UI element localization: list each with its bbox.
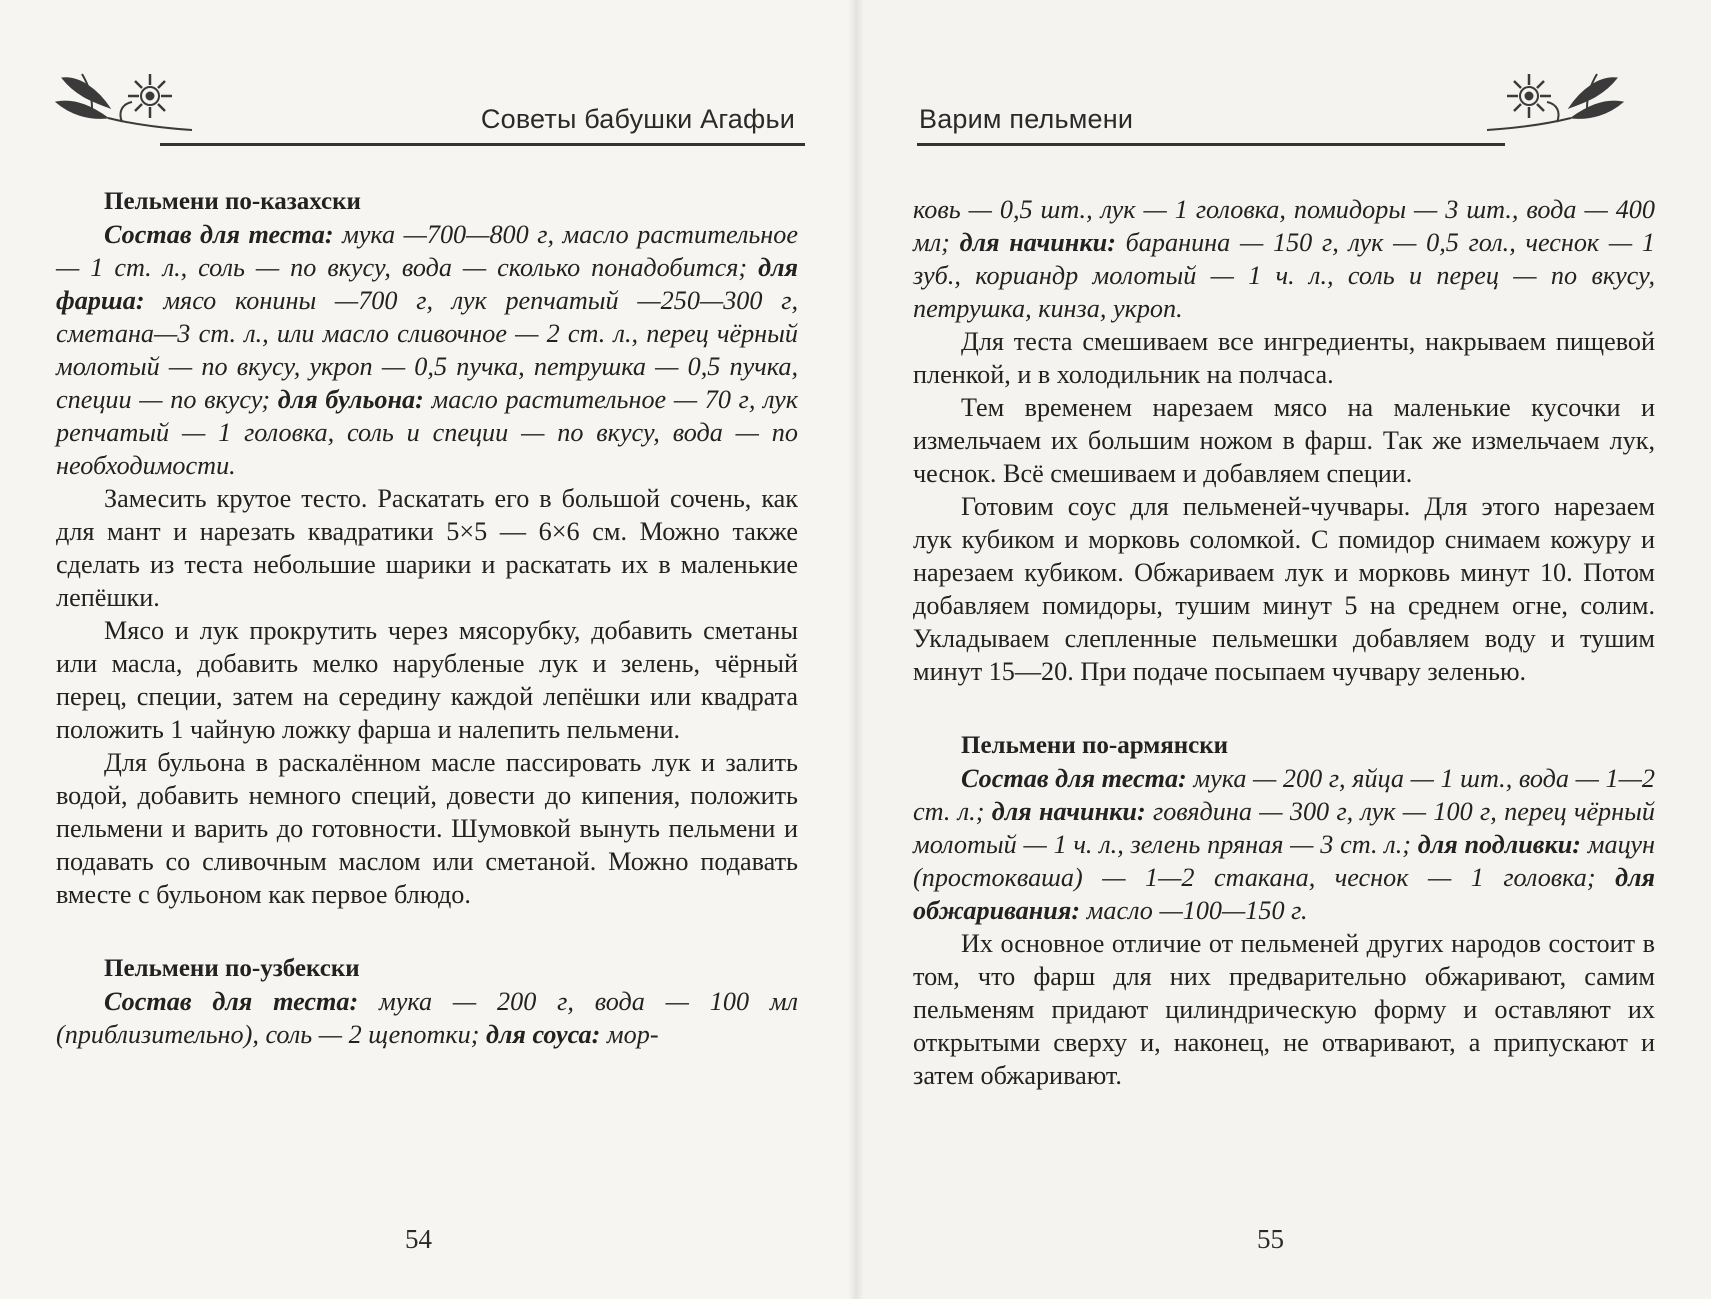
- right-page-body: [913, 193, 1655, 1092]
- body-paragraph: Для бульона в раскалённом масле пассировать лук и залить водой, добавить немного специй, довести до кипения, положить пельмени и варить до готовности. Шумовкой вынуть пельмени и подавать со сливочным маслом или сметаной. Можно подавать вместе с бульоном как первое блюдо.: [56, 748, 798, 909]
- body-paragraph: Замесить крутое тесто. Раскатать его в большой сочень, как для мант и нарезать квадратики 5×5 — 6×6 см. Можно также сделать из теста небольшие шарики и раскатать их в маленькие лепёшки.: [56, 484, 798, 612]
- ingredient-label: для фарша:: [56, 253, 798, 315]
- recipe-title: Пельмени по-узбекски: [104, 955, 360, 982]
- ingredient-text: ковь — 0,5 шт., лук — 1 головка, помидоры — 3 шт., вода — 400 мл;: [913, 195, 1655, 257]
- body-paragraph: Готовим соус для пельменей-чучвары. Для этого нарезаем лук кубиком и морковь соломкой. С помидор снимаем кожуру и нарезаем кубиком. Обжариваем лук и морковь минут 10. Потом добавляем помидоры, тушим минут 5 на среднем огне, солим. Укладываем слепленные пельмешки добавляем воду и тушим минут 15—20. При подаче посыпаем чучвару зеленью.: [913, 492, 1655, 686]
- header-rule: [917, 143, 1505, 146]
- body-paragraph: Мясо и лук прокрутить через мясорубку, добавить сметаны или масла, добавить мелко нарубленые лук и зелень, чёрный перец, специи, затем на середину каждой лепёшки или квадрата положить 1 чайную ложку фарша и налепить пельмени.: [56, 616, 798, 744]
- ingredient-text: масло растительное — 70 г, лук репчатый — 1 головка, соль и специи — по вкусу, вода — по необходимости.: [56, 385, 799, 480]
- ingredients-paragraph: [56, 218, 798, 482]
- ingredient-label: для начинки:: [991, 797, 1146, 826]
- ingredient-label: для подливки:: [1417, 830, 1582, 859]
- right-page: [855, 0, 1711, 1299]
- left-page: [0, 0, 855, 1299]
- ingredients-paragraph: [56, 985, 798, 1051]
- ingredient-text: мука —700—800 г, масло растительное — 1 ст. л., соль — по вкусу, вода — сколько понадобится;: [56, 220, 798, 282]
- header-rule: [160, 143, 805, 146]
- ingredient-text: мацун (простокваша) — 1—2 стакана, чеснок — 1 головка;: [913, 830, 1655, 892]
- ingredient-text: масло —100—150 г.: [1080, 896, 1308, 925]
- ingredients-paragraph: [913, 762, 1655, 927]
- page-number: 55: [1257, 1224, 1284, 1254]
- book-gutter: [848, 0, 864, 1299]
- ingredient-label: Состав для теста:: [961, 764, 1187, 793]
- ingredient-label: для обжаривания:: [913, 863, 1655, 925]
- ingredient-text: говядина — 300 г, лук — 100 г, перец чёрный молотый — 1 ч. л., зелень пряная — 3 ст. л.;: [913, 797, 1655, 859]
- body-paragraph: Для теста смешиваем все ингредиенты, накрываем пищевой пленкой, и в холодильник на полчаса.: [913, 327, 1655, 389]
- ingredient-label: Состав для теста:: [104, 987, 359, 1016]
- ingredient-text: мор-: [600, 1020, 659, 1049]
- ingredient-text: мясо конины —700 г, лук репчатый —250—300 г, сметана—3 ст. л., или масло сливочное — 2 ст. л., перец чёрный молотый — по вкусу, укроп — 0,5 пучка, петрушка — 0,5 пучка, специи — по вкусу;: [56, 286, 798, 414]
- running-head: Варим пельмени: [919, 104, 1134, 134]
- ingredient-label: для соуса:: [485, 1020, 601, 1049]
- ingredients-paragraph: [913, 193, 1655, 325]
- floral-ornament-icon: [1487, 68, 1627, 132]
- ingredient-text: баранина — 150 г, лук — 0,5 гол., чеснок — 1 зуб., кориандр молотый — 1 ч. л., соль и перец — по вкусу, петрушка, кинза, укроп.: [913, 228, 1655, 323]
- recipe-title: Пельмени по-армянски: [961, 732, 1229, 759]
- ingredient-label: для бульона:: [277, 385, 424, 414]
- ingredient-label: для начинки:: [959, 228, 1116, 257]
- ingredient-text: мука — 200 г, вода — 100 мл (приблизительно), соль — 2 щепотки;: [56, 987, 798, 1049]
- recipe-title: Пельмени по-казахски: [104, 188, 361, 215]
- left-page-body: [56, 185, 798, 1051]
- ingredient-text: мука — 200 г, яйца — 1 шт., вода — 1—2 ст. л.;: [913, 764, 1655, 826]
- ingredient-label: Состав для теста:: [104, 220, 334, 249]
- body-paragraph: Их основное отличие от пельменей других народов состоит в том, что фарш для них предварительно обжаривают, самим пельменям придают цилиндрическую форму и оставляют их открытыми сверху и, наконец, не отваривают, а припускают и затем обжаривают.: [913, 929, 1655, 1090]
- floral-ornament-icon: [52, 68, 192, 132]
- body-paragraph: Тем временем нарезаем мясо на маленькие кусочки и измельчаем их большим ножом в фарш. Так же измельчаем лук, чеснок. Всё смешиваем и добавляем специи.: [913, 393, 1655, 488]
- page-number: 54: [405, 1224, 432, 1254]
- running-head: Советы бабушки Агафьи: [480, 104, 795, 134]
